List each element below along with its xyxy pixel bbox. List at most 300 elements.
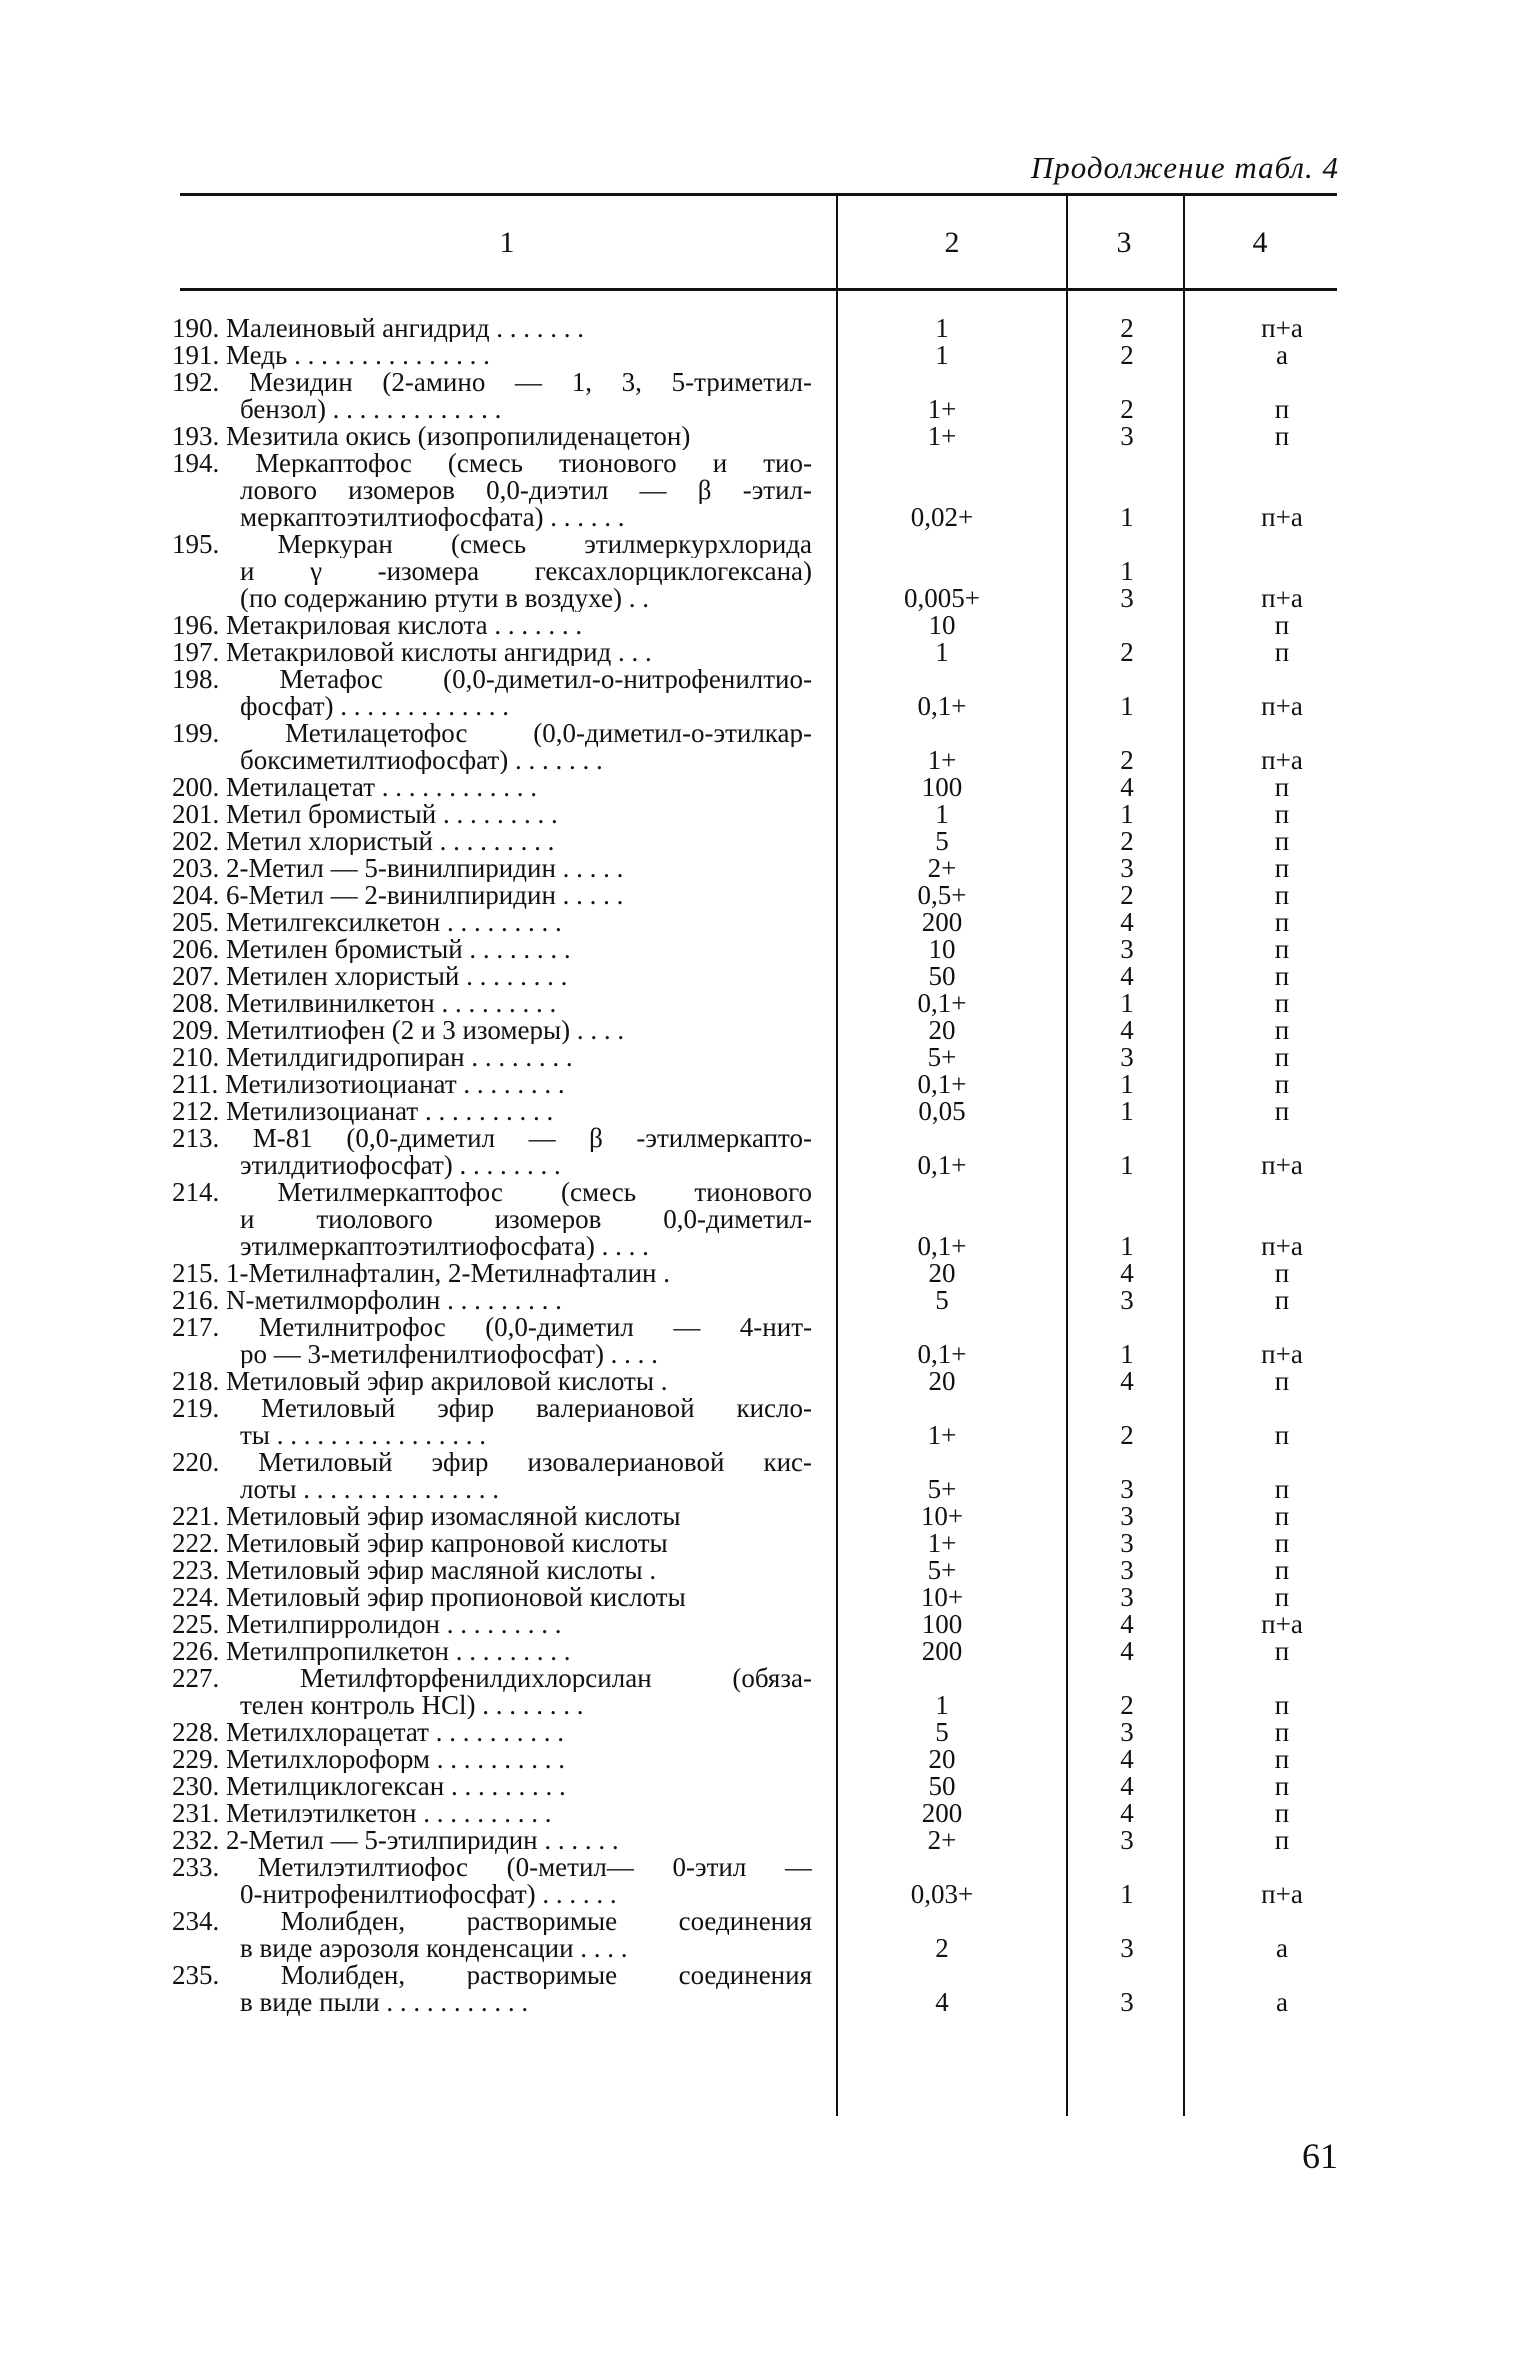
aggregate-state-cell: п xyxy=(1274,421,1290,451)
hazard-class-cell: 1 xyxy=(1120,1231,1134,1261)
substance-name-line: (по содержанию ртути в воздухе) . . xyxy=(240,585,649,612)
substance-name-line: 226. Метилпропилкетон . . . . . . . . . xyxy=(172,1638,571,1665)
table-row xyxy=(172,801,1352,828)
substance-name-line: 218. Метиловый эфир акриловой кислоты . xyxy=(172,1368,668,1395)
aggregate-state-cell: п+а xyxy=(1261,583,1303,613)
substance-name-line: 194. Меркаптофос (смесь тионового и тио- xyxy=(172,450,812,477)
table-row xyxy=(172,423,1352,450)
substance-name-line: 228. Метилхлорацетат . . . . . . . . . . xyxy=(172,1719,564,1746)
substance-name xyxy=(172,1179,812,1260)
hazard-class-cell: 2 xyxy=(1120,826,1134,856)
hazard-class-cell: 4 xyxy=(1120,1366,1134,1396)
aggregate-state-cell: п xyxy=(1274,853,1290,883)
aggregate-state-cell: а xyxy=(1276,1933,1288,1963)
table-row xyxy=(172,774,1352,801)
substance-name-line: 213. М-81 (0,0-диметил — β -этилмеркапто- xyxy=(172,1125,812,1152)
aggregate-state-cell: п+а xyxy=(1261,502,1303,532)
substance-name xyxy=(172,423,812,450)
hazard-class-cell: 3 xyxy=(1120,934,1134,964)
hazard-class-cell: 1 xyxy=(1120,799,1134,829)
concentration-cell: 50 xyxy=(928,1771,956,1801)
table-row xyxy=(172,1530,1352,1557)
substance-name-line: 222. Метиловый эфир капроновой кислоты xyxy=(172,1530,668,1557)
substance-name-line: 200. Метилацетат . . . . . . . . . . . . xyxy=(172,774,537,801)
table-row xyxy=(172,963,1352,990)
substance-name xyxy=(172,963,812,990)
substance-name-line: 195. Меркуран (смесь этилмеркурхлорида xyxy=(172,531,812,558)
substance-name xyxy=(172,1557,812,1584)
substance-name xyxy=(172,1665,812,1719)
table-row xyxy=(172,1557,1352,1584)
aggregate-state-cell: п xyxy=(1274,1258,1290,1288)
hazard-class-cell: 1 3 xyxy=(1120,556,1134,613)
table-row xyxy=(172,612,1352,639)
table-row xyxy=(172,1962,1352,2016)
aggregate-state-cell: п xyxy=(1274,1717,1290,1747)
hazard-class-cell: 3 xyxy=(1120,1555,1134,1585)
hazard-class-cell: 2 xyxy=(1120,1690,1134,1720)
concentration-cell: 50 xyxy=(928,961,956,991)
concentration-cell: 5 xyxy=(935,1717,949,1747)
concentration-cell: 5 xyxy=(935,1285,949,1315)
substance-name-line: 203. 2-Метил — 5-винилпиридин . . . . . xyxy=(172,855,624,882)
substance-name-line: лового изомеров 0,0-диэтил — β -этил- xyxy=(240,477,812,504)
aggregate-state-cell: п xyxy=(1274,1015,1290,1045)
substance-name xyxy=(172,639,812,666)
hazard-class-cell: 4 xyxy=(1120,907,1134,937)
aggregate-state-cell: п xyxy=(1274,1096,1290,1126)
aggregate-state-cell: п xyxy=(1274,934,1290,964)
concentration-cell: 1 xyxy=(935,313,949,343)
table-row xyxy=(172,1773,1352,1800)
hazard-class-cell: 1 xyxy=(1120,1150,1134,1180)
hazard-class-cell: 4 xyxy=(1120,961,1134,991)
concentration-cell: 0,03+ xyxy=(910,1879,974,1909)
concentration-cell: 0,1+ xyxy=(917,1150,967,1180)
aggregate-state-cell: п xyxy=(1274,799,1290,829)
substance-name xyxy=(172,1368,812,1395)
aggregate-state-cell: п xyxy=(1274,394,1290,424)
substance-name-line: 214. Метилмеркаптофос (смесь тионового xyxy=(172,1179,812,1206)
aggregate-state-cell: п+а xyxy=(1261,1150,1303,1180)
aggregate-state-cell: п xyxy=(1274,1420,1290,1450)
substance-name xyxy=(172,1854,812,1908)
concentration-cell: 1 xyxy=(935,637,949,667)
table-row xyxy=(172,531,1352,612)
substance-name-line: 202. Метил хлористый . . . . . . . . . xyxy=(172,828,555,855)
hazard-class-cell: 3 xyxy=(1120,1582,1134,1612)
concentration-cell: 5+ xyxy=(927,1555,957,1585)
table-row xyxy=(172,450,1352,531)
hazard-class-cell: 4 xyxy=(1120,1798,1134,1828)
substance-name xyxy=(172,1746,812,1773)
concentration-cell: 0,1+ xyxy=(917,1339,967,1369)
aggregate-state-cell: п xyxy=(1274,1798,1290,1828)
hazard-class-cell: 1 xyxy=(1120,1096,1134,1126)
concentration-cell: 20 xyxy=(928,1258,956,1288)
column-header-4: 4 xyxy=(1252,226,1268,259)
substance-name xyxy=(172,1962,812,2016)
table-row xyxy=(172,1125,1352,1179)
hazard-class-cell: 2 xyxy=(1120,745,1134,775)
substance-name-line: 212. Метилизоцианат . . . . . . . . . . xyxy=(172,1098,554,1125)
aggregate-state-cell: п xyxy=(1274,1555,1290,1585)
hazard-class-cell: 4 xyxy=(1120,1258,1134,1288)
hazard-class-cell: 3 xyxy=(1120,853,1134,883)
substance-name xyxy=(172,342,812,369)
hazard-class-cell: 3 xyxy=(1120,1501,1134,1531)
substance-name xyxy=(172,531,812,612)
substance-name xyxy=(172,1395,812,1449)
aggregate-state-cell: п xyxy=(1274,1069,1290,1099)
substance-name xyxy=(172,774,812,801)
concentration-cell: 5+ xyxy=(927,1042,957,1072)
substance-name-line: 233. Метилэтилтиофос (0-метил— 0-этил — xyxy=(172,1854,812,1881)
concentration-cell: 0,1+ xyxy=(917,691,967,721)
aggregate-state-cell: п+а xyxy=(1261,1609,1303,1639)
table-row xyxy=(172,342,1352,369)
aggregate-state-cell: п xyxy=(1274,1825,1290,1855)
table-row xyxy=(172,1746,1352,1773)
column-header-2: 2 xyxy=(944,226,960,259)
hazard-class-cell: 4 xyxy=(1120,1744,1134,1774)
aggregate-state-cell: п xyxy=(1274,772,1290,802)
concentration-cell: 100 xyxy=(921,1609,963,1639)
substance-name-line: 235. Молибден, растворимые соединения xyxy=(172,1962,812,1989)
substance-name-line: 209. Метилтиофен (2 и 3 изомеры) . . . . xyxy=(172,1017,625,1044)
aggregate-state-cell: п xyxy=(1274,961,1290,991)
aggregate-state-cell: п+а xyxy=(1261,1339,1303,1369)
substance-name-line: 193. Мезитила окись (изопропилиденацетон) xyxy=(172,423,691,450)
substance-name xyxy=(172,855,812,882)
table-row xyxy=(172,1908,1352,1962)
aggregate-state-cell: п xyxy=(1274,1744,1290,1774)
substance-name xyxy=(172,1908,812,1962)
concentration-cell: 0,5+ xyxy=(917,880,967,910)
table-row xyxy=(172,720,1352,774)
aggregate-state-cell: п xyxy=(1274,1528,1290,1558)
substance-name xyxy=(172,828,812,855)
substance-name xyxy=(172,1449,812,1503)
substance-name-line: 215. 1-Метилнафталин, 2-Метилнафталин . xyxy=(172,1260,670,1287)
aggregate-state-cell: п+а xyxy=(1261,691,1303,721)
concentration-cell: 1 xyxy=(935,1690,949,1720)
substance-name-line: ро — 3-метилфенилтиофосфат) . . . . xyxy=(240,1341,658,1368)
substance-name-line: 211. Метилизотиоцианат . . . . . . . . xyxy=(172,1071,565,1098)
substance-name-line: 229. Метилхлороформ . . . . . . . . . . xyxy=(172,1746,566,1773)
aggregate-state-cell: п+а xyxy=(1261,313,1303,343)
table-row xyxy=(172,1098,1352,1125)
table-row xyxy=(172,1314,1352,1368)
substance-name-line: телен контроль HCl) . . . . . . . . xyxy=(240,1692,584,1719)
aggregate-state-cell: п xyxy=(1274,1042,1290,1072)
table-row xyxy=(172,1638,1352,1665)
aggregate-state-cell: п xyxy=(1274,1474,1290,1504)
column-header-3: 3 xyxy=(1116,226,1132,259)
aggregate-state-cell: п+а xyxy=(1261,745,1303,775)
hazard-class-cell: 3 xyxy=(1120,1717,1134,1747)
table-row xyxy=(172,1395,1352,1449)
concentration-cell: 0,1+ xyxy=(917,1231,967,1261)
table-row xyxy=(172,1584,1352,1611)
substance-name-line: этилмеркаптоэтилтиофосфата) . . . . xyxy=(240,1233,649,1260)
column-header-1: 1 xyxy=(499,226,515,259)
concentration-cell: 2 xyxy=(935,1933,949,1963)
substance-name-line: 192. Мезидин (2-амино — 1, 3, 5-триметил- xyxy=(172,369,812,396)
substance-name-line: 234. Молибден, растворимые соединения xyxy=(172,1908,812,1935)
aggregate-state-cell: п xyxy=(1274,988,1290,1018)
substance-name-line: 199. Метилацетофос (0,0-диметил-о-этилкар- xyxy=(172,720,812,747)
aggregate-state-cell: п xyxy=(1274,637,1290,667)
substance-name xyxy=(172,1773,812,1800)
substance-name-line: 219. Метиловый эфир валериановой кисло- xyxy=(172,1395,812,1422)
hazard-class-cell: 2 xyxy=(1120,340,1134,370)
concentration-cell: 0,1+ xyxy=(917,1069,967,1099)
table-row xyxy=(172,1044,1352,1071)
concentration-cell: 1+ xyxy=(927,1420,957,1450)
table-row xyxy=(172,1827,1352,1854)
table-row xyxy=(172,1260,1352,1287)
substance-name-line: 221. Метиловый эфир изомасляной кислоты xyxy=(172,1503,681,1530)
substance-name xyxy=(172,720,812,774)
hazard-class-cell: 3 xyxy=(1120,1528,1134,1558)
hazard-class-cell: 2 xyxy=(1120,313,1134,343)
aggregate-state-cell: п+а xyxy=(1261,1879,1303,1909)
table-continuation-caption: Продолжение табл. 4 xyxy=(1030,150,1339,185)
substance-name-line: 217. Метилнитрофос (0,0-диметил — 4-нит- xyxy=(172,1314,812,1341)
aggregate-state-cell: п+а xyxy=(1261,1231,1303,1261)
substance-name-line: бензол) . . . . . . . . . . . . . xyxy=(240,396,502,423)
page-number: 61 xyxy=(1302,2136,1338,2176)
hazard-class-cell: 2 xyxy=(1120,637,1134,667)
concentration-cell: 5+ xyxy=(927,1474,957,1504)
hazard-class-cell: 1 xyxy=(1120,1339,1134,1369)
aggregate-state-cell: п xyxy=(1274,826,1290,856)
hazard-class-cell: 2 xyxy=(1120,1420,1134,1450)
substance-name-line: 227. Метилфторфенилдихлорсилан (обяза- xyxy=(172,1665,812,1692)
concentration-cell: 2+ xyxy=(927,1825,957,1855)
substance-name xyxy=(172,1503,812,1530)
aggregate-state-cell: п xyxy=(1274,1582,1290,1612)
substance-name-line: меркаптоэтилтиофосфата) . . . . . . xyxy=(240,504,625,531)
substance-name-line: 205. Метилгексилкетон . . . . . . . . . xyxy=(172,909,562,936)
table-row xyxy=(172,1449,1352,1503)
aggregate-state-cell: п xyxy=(1274,610,1290,640)
substance-name-line: 204. 6-Метил — 2-винилпиридин . . . . . xyxy=(172,882,624,909)
substance-name-line: и тиолового изомеров 0,0-диметил- xyxy=(240,1206,812,1233)
substance-name xyxy=(172,990,812,1017)
hazard-class-cell: 3 xyxy=(1120,1285,1134,1315)
hazard-class-cell: 3 xyxy=(1120,1474,1134,1504)
substance-name-line: и γ -изомера гексахлорциклогексана) xyxy=(240,558,812,585)
concentration-cell: 2+ xyxy=(927,853,957,883)
substance-name-line: лоты . . . . . . . . . . . . . . . xyxy=(240,1476,500,1503)
concentration-cell: 1 xyxy=(935,799,949,829)
substance-name-line: этилдитиофосфат) . . . . . . . . xyxy=(240,1152,561,1179)
substance-name-line: фосфат) . . . . . . . . . . . . . xyxy=(240,693,510,720)
substance-name xyxy=(172,315,812,342)
concentration-cell: 100 xyxy=(921,772,963,802)
substance-name xyxy=(172,369,812,423)
table-row xyxy=(172,1854,1352,1908)
table-row xyxy=(172,855,1352,882)
concentration-cell: 10 xyxy=(928,610,956,640)
concentration-cell: 0,005+ xyxy=(904,583,980,613)
table-header-rule xyxy=(180,288,1337,291)
substance-name xyxy=(172,1314,812,1368)
table-row xyxy=(172,1611,1352,1638)
table-row xyxy=(172,1071,1352,1098)
aggregate-state-cell: п xyxy=(1274,1501,1290,1531)
substance-name-line: 197. Метакриловой кислоты ангидрид . . . xyxy=(172,639,652,666)
substance-name xyxy=(172,1098,812,1125)
aggregate-state-cell: п xyxy=(1274,1636,1290,1666)
hazard-class-cell: 1 xyxy=(1120,502,1134,532)
table-row xyxy=(172,1287,1352,1314)
substance-name-line: 231. Метилэтилкетон . . . . . . . . . . xyxy=(172,1800,552,1827)
substance-name-line: 201. Метил бромистый . . . . . . . . . xyxy=(172,801,558,828)
concentration-cell: 10+ xyxy=(920,1501,964,1531)
concentration-cell: 1+ xyxy=(927,1528,957,1558)
substance-name-line: ты . . . . . . . . . . . . . . . . xyxy=(240,1422,486,1449)
concentration-cell: 5 xyxy=(935,826,949,856)
table-row xyxy=(172,882,1352,909)
concentration-cell: 1+ xyxy=(927,394,957,424)
substance-name xyxy=(172,1125,812,1179)
table-row xyxy=(172,936,1352,963)
aggregate-state-cell: п xyxy=(1274,907,1290,937)
aggregate-state-cell: п xyxy=(1274,880,1290,910)
concentration-cell: 1 xyxy=(935,340,949,370)
substance-name xyxy=(172,882,812,909)
aggregate-state-cell: п xyxy=(1274,1285,1290,1315)
concentration-cell: 10 xyxy=(928,934,956,964)
hazard-class-cell: 3 xyxy=(1120,1987,1134,2017)
concentration-cell: 20 xyxy=(928,1015,956,1045)
hazard-class-cell: 3 xyxy=(1120,1042,1134,1072)
substance-name xyxy=(172,1530,812,1557)
substance-name xyxy=(172,909,812,936)
substance-name-line: 210. Метилдигидропиран . . . . . . . . xyxy=(172,1044,573,1071)
substance-name xyxy=(172,801,812,828)
substance-name xyxy=(172,1719,812,1746)
concentration-cell: 1+ xyxy=(927,421,957,451)
table-row xyxy=(172,1179,1352,1260)
concentration-cell: 10+ xyxy=(920,1582,964,1612)
hazard-class-cell: 4 xyxy=(1120,772,1134,802)
substance-name-line: 190. Малеиновый ангидрид . . . . . . . xyxy=(172,315,585,342)
substance-name xyxy=(172,1611,812,1638)
aggregate-state-cell: а xyxy=(1276,1987,1288,2017)
substance-name xyxy=(172,1827,812,1854)
concentration-cell: 1+ xyxy=(927,745,957,775)
substance-name-line: 220. Метиловый эфир изовалериановой кис- xyxy=(172,1449,812,1476)
substance-name-line: 198. Метафос (0,0-диметил-о-нитрофенилтио- xyxy=(172,666,812,693)
substance-name-line: в виде пыли . . . . . . . . . . . xyxy=(240,1989,529,2016)
substance-name xyxy=(172,1260,812,1287)
table-row xyxy=(172,1017,1352,1044)
table-row xyxy=(172,1503,1352,1530)
substance-name-line: 0-нитрофенилтиофосфат) . . . . . . xyxy=(240,1881,617,1908)
concentration-cell: 4 xyxy=(935,1987,949,2017)
hazard-class-cell: 1 xyxy=(1120,1069,1134,1099)
substance-name-line: 207. Метилен хлористый . . . . . . . . xyxy=(172,963,568,990)
table-row xyxy=(172,990,1352,1017)
table-row xyxy=(172,1665,1352,1719)
aggregate-state-cell: п xyxy=(1274,1690,1290,1720)
substance-name xyxy=(172,1584,812,1611)
table-row xyxy=(172,369,1352,423)
concentration-cell: 0,05 xyxy=(918,1096,966,1126)
hazard-class-cell: 2 xyxy=(1120,394,1134,424)
concentration-cell: 200 xyxy=(921,1636,963,1666)
substance-name-line: 191. Медь . . . . . . . . . . . . . . . xyxy=(172,342,490,369)
concentration-cell: 20 xyxy=(928,1744,956,1774)
table-row xyxy=(172,666,1352,720)
hazard-class-cell: 4 xyxy=(1120,1771,1134,1801)
substance-name-line: 216. N-метилморфолин . . . . . . . . . xyxy=(172,1287,562,1314)
substance-name xyxy=(172,1638,812,1665)
concentration-cell: 20 xyxy=(928,1366,956,1396)
concentration-cell: 200 xyxy=(921,907,963,937)
substance-name xyxy=(172,1800,812,1827)
table-row xyxy=(172,1368,1352,1395)
hazard-class-cell: 2 xyxy=(1120,880,1134,910)
substance-name xyxy=(172,1287,812,1314)
table-row xyxy=(172,639,1352,666)
aggregate-state-cell: а xyxy=(1276,340,1288,370)
concentration-cell: 0,1+ xyxy=(917,988,967,1018)
table-row xyxy=(172,315,1352,342)
substance-name-line: боксиметилтиофосфат) . . . . . . . xyxy=(240,747,603,774)
hazard-class-cell: 1 xyxy=(1120,691,1134,721)
substance-name-line: 223. Метиловый эфир масляной кислоты . xyxy=(172,1557,657,1584)
table-row xyxy=(172,828,1352,855)
substance-name-line: 232. 2-Метил — 5-этилпиридин . . . . . . xyxy=(172,1827,619,1854)
table-top-rule xyxy=(180,193,1337,196)
hazard-class-cell: 3 xyxy=(1120,1825,1134,1855)
substance-name-line: 208. Метилвинилкетон . . . . . . . . . xyxy=(172,990,557,1017)
aggregate-state-cell: п xyxy=(1274,1366,1290,1396)
substance-name xyxy=(172,612,812,639)
substance-name-line: 224. Метиловый эфир пропионовой кислоты xyxy=(172,1584,686,1611)
hazard-class-cell: 4 xyxy=(1120,1015,1134,1045)
substance-name-line: в виде аэрозоля конденсации . . . . xyxy=(240,1935,628,1962)
hazard-class-cell: 1 xyxy=(1120,988,1134,1018)
substance-name xyxy=(172,1017,812,1044)
hazard-class-cell: 4 xyxy=(1120,1636,1134,1666)
substance-name-line: 206. Метилен бромистый . . . . . . . . xyxy=(172,936,571,963)
substance-name xyxy=(172,1071,812,1098)
table-row xyxy=(172,909,1352,936)
table-row xyxy=(172,1800,1352,1827)
hazard-class-cell: 4 xyxy=(1120,1609,1134,1639)
hazard-class-cell: 3 xyxy=(1120,1933,1134,1963)
aggregate-state-cell: п xyxy=(1274,1771,1290,1801)
table-row xyxy=(172,1719,1352,1746)
substance-name-line: 196. Метакриловая кислота . . . . . . . xyxy=(172,612,583,639)
substance-name xyxy=(172,936,812,963)
hazard-class-cell: 1 xyxy=(1120,1879,1134,1909)
substance-name xyxy=(172,450,812,531)
substance-name-line: 230. Метилциклогексан . . . . . . . . . xyxy=(172,1773,566,1800)
concentration-cell: 200 xyxy=(921,1798,963,1828)
concentration-cell: 0,02+ xyxy=(910,502,974,532)
substance-name xyxy=(172,1044,812,1071)
substance-name-line: 225. Метилпирролидон . . . . . . . . . xyxy=(172,1611,562,1638)
substance-name xyxy=(172,666,812,720)
hazard-class-cell: 3 xyxy=(1120,421,1134,451)
